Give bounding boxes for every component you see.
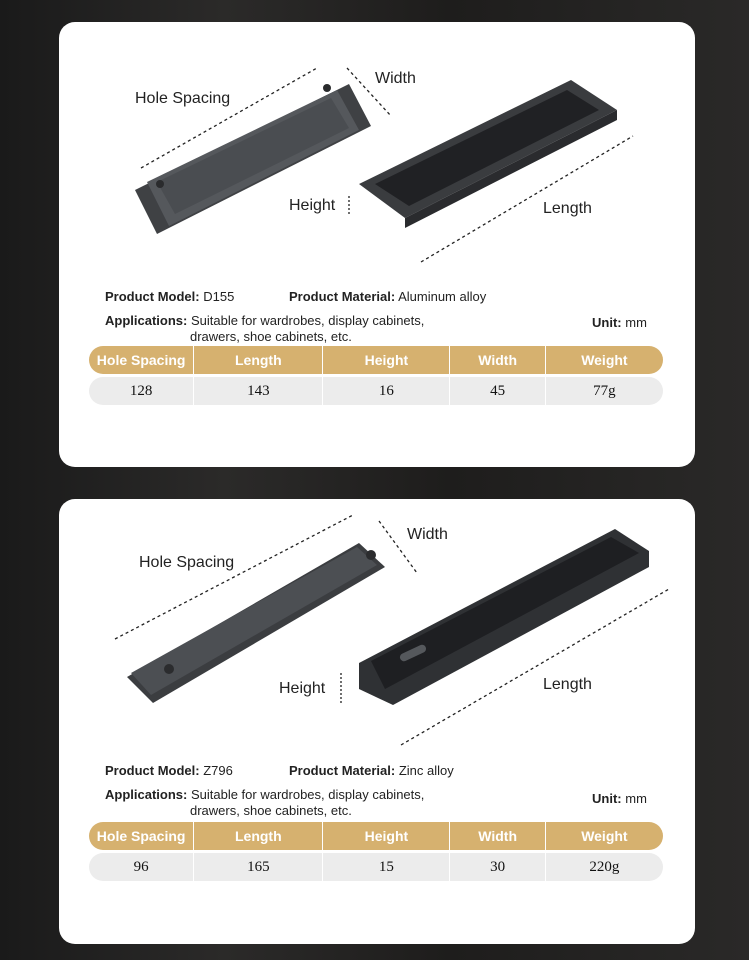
value-height: 15 <box>323 853 450 881</box>
header-width: Width <box>450 346 545 374</box>
unit-value: mm <box>625 315 647 330</box>
spec-table-header <box>89 346 663 374</box>
applications-line-2: drawers, shoe cabinets, etc. <box>190 803 352 818</box>
value-height: 16 <box>323 377 450 405</box>
product-model-value: Z796 <box>203 763 233 778</box>
header-length: Length <box>194 822 323 850</box>
height-label: Height <box>279 680 326 697</box>
unit <box>592 315 647 330</box>
product-model-value: D155 <box>203 289 235 304</box>
width-label: Width <box>375 70 416 87</box>
header-length: Length <box>194 346 323 374</box>
product-material-value: Aluminum alloy <box>398 289 487 304</box>
header-weight: Weight <box>581 352 628 368</box>
product-model <box>105 763 233 778</box>
applications <box>105 313 424 328</box>
product-material-label: Product Material: <box>289 289 396 304</box>
value-hole-spacing: 96 <box>89 853 194 881</box>
applications-label: Applications: <box>105 787 188 802</box>
applications <box>105 787 424 802</box>
spec-table <box>89 346 663 405</box>
product-model <box>105 289 234 304</box>
value-hole-spacing: 128 <box>89 377 194 405</box>
product-model-label: Product Model: <box>105 763 200 778</box>
product-card-d155 <box>59 22 695 467</box>
length-label: Length <box>543 200 592 217</box>
product-material-label: Product Material: <box>289 763 396 778</box>
spec-table <box>89 822 663 881</box>
handle-front-view <box>359 529 649 705</box>
hole-spacing-label: Hole Spacing <box>139 554 235 571</box>
unit-value: mm <box>625 791 647 806</box>
spec-table-header <box>89 822 663 850</box>
applications-line-1: Suitable for wardrobes, display cabinets, <box>190 787 425 802</box>
product-material <box>289 289 486 304</box>
value-width: 30 <box>450 853 545 881</box>
value-weight: 77g <box>593 382 616 399</box>
width-label: Width <box>407 526 448 543</box>
height-label: Height <box>289 197 336 214</box>
product-illustration <box>59 499 695 769</box>
header-height: Height <box>323 822 450 850</box>
applications-line-2: drawers, shoe cabinets, etc. <box>190 329 352 344</box>
value-width: 45 <box>450 377 545 405</box>
product-card-z796 <box>59 499 695 944</box>
header-height: Height <box>323 346 450 374</box>
header-weight: Weight <box>581 828 628 844</box>
unit-label: Unit: <box>592 315 622 330</box>
applications-label: Applications: <box>105 313 188 328</box>
applications-line-1: Suitable for wardrobes, display cabinets, <box>190 313 425 328</box>
unit <box>592 791 647 806</box>
spec-table-row <box>89 377 663 405</box>
spec-table-row <box>89 853 663 881</box>
product-material <box>289 763 454 778</box>
value-length: 165 <box>194 853 323 881</box>
product-model-label: Product Model: <box>105 289 200 304</box>
product-material-value: Zinc alloy <box>398 763 454 778</box>
product-illustration <box>59 22 695 292</box>
header-hole-spacing: Hole Spacing <box>89 346 194 374</box>
hole-spacing-label: Hole Spacing <box>135 90 231 107</box>
unit-label: Unit: <box>592 791 622 806</box>
length-label: Length <box>543 676 592 693</box>
header-width: Width <box>450 822 545 850</box>
value-weight: 220g <box>589 858 620 875</box>
value-length: 143 <box>194 377 323 405</box>
header-hole-spacing: Hole Spacing <box>89 822 194 850</box>
